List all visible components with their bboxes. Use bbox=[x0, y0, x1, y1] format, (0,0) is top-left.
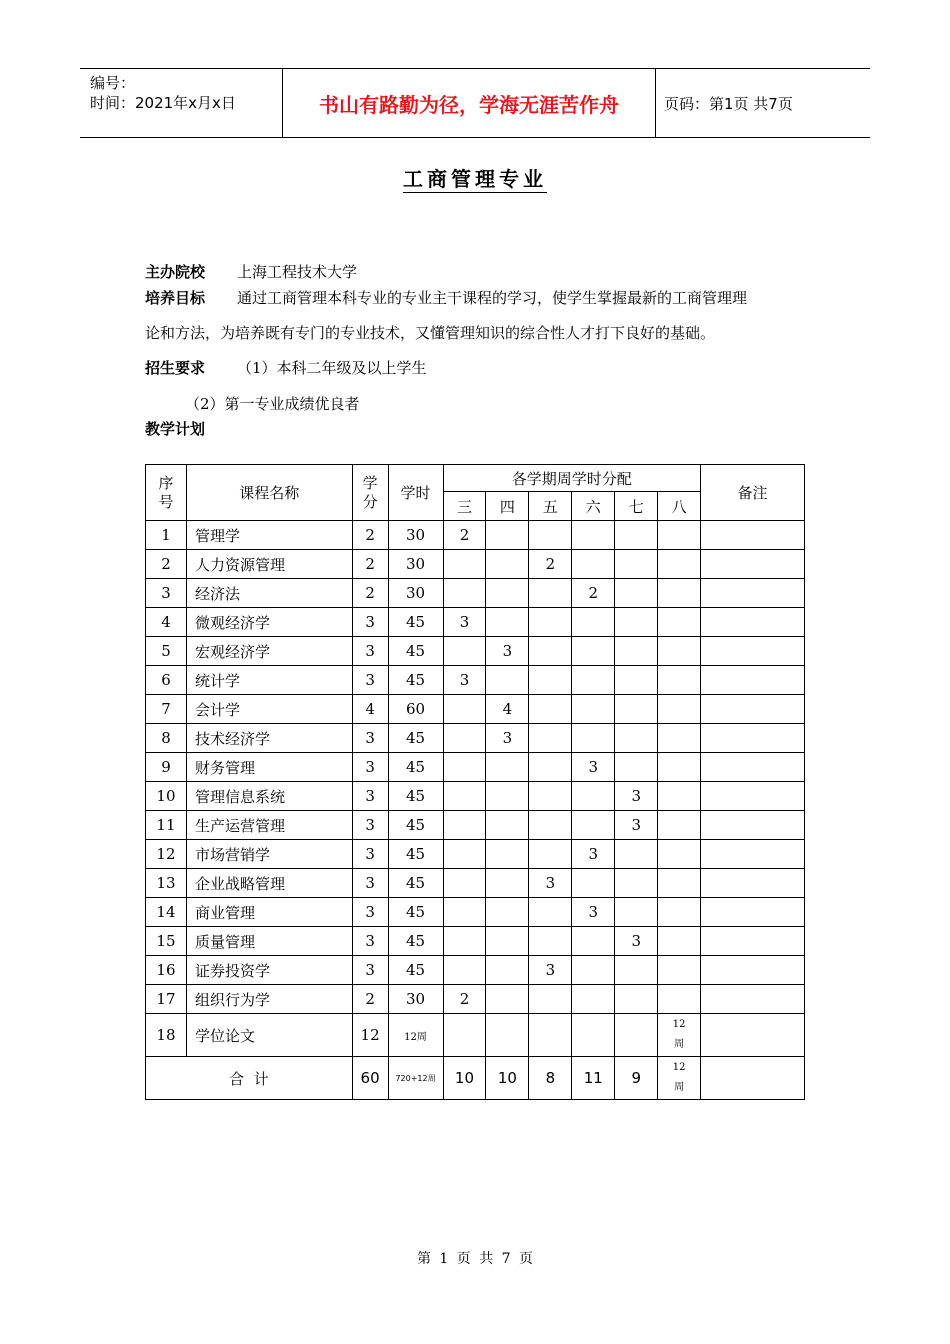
cell-hours: 45 bbox=[388, 956, 443, 985]
cell-credit: 3 bbox=[352, 956, 388, 985]
cell-term: 3 bbox=[529, 956, 572, 985]
table-row bbox=[146, 811, 805, 840]
cell-term bbox=[615, 666, 658, 695]
cell-term bbox=[615, 550, 658, 579]
total-term: 8 bbox=[529, 1057, 572, 1100]
cell-term bbox=[658, 724, 701, 753]
cell-term bbox=[658, 782, 701, 811]
cell-note bbox=[701, 724, 805, 753]
total-term: 10 bbox=[443, 1057, 486, 1100]
requirement-2: （2）第一专业成绩优良者 bbox=[185, 395, 360, 413]
cell-term bbox=[486, 608, 529, 637]
cell-no: 2 bbox=[146, 550, 187, 579]
cell-course: 学位论文 bbox=[186, 1014, 352, 1057]
cell-term bbox=[486, 956, 529, 985]
total-term: 12 周 bbox=[658, 1057, 701, 1100]
cell-no: 8 bbox=[146, 724, 187, 753]
cell-term bbox=[486, 753, 529, 782]
cell-no: 17 bbox=[146, 985, 187, 1014]
cell-term bbox=[572, 666, 615, 695]
cell-hours: 45 bbox=[388, 927, 443, 956]
cell-term: 3 bbox=[529, 869, 572, 898]
table-row bbox=[146, 637, 805, 666]
cell-credit: 2 bbox=[352, 985, 388, 1014]
cell-no: 9 bbox=[146, 753, 187, 782]
cell-hours: 45 bbox=[388, 724, 443, 753]
total-note bbox=[701, 1057, 805, 1100]
table-row bbox=[146, 695, 805, 724]
cell-term: 3 bbox=[486, 724, 529, 753]
cell-note bbox=[701, 608, 805, 637]
cell-hours: 60 bbox=[388, 695, 443, 724]
header-seq: 序号 bbox=[146, 465, 187, 521]
cell-note bbox=[701, 695, 805, 724]
cell-course: 市场营销学 bbox=[186, 840, 352, 869]
cell-term bbox=[443, 637, 486, 666]
cell-term bbox=[443, 956, 486, 985]
cell-term bbox=[615, 1014, 658, 1057]
cell-term: 3 bbox=[615, 811, 658, 840]
cell-term bbox=[486, 521, 529, 550]
header-distribution: 各学期周学时分配 bbox=[443, 465, 701, 492]
cell-term bbox=[572, 811, 615, 840]
cell-no: 5 bbox=[146, 637, 187, 666]
table-row bbox=[146, 608, 805, 637]
cell-course: 组织行为学 bbox=[186, 985, 352, 1014]
cell-term: 12 周 bbox=[658, 1014, 701, 1057]
cell-term bbox=[615, 637, 658, 666]
page-header bbox=[80, 68, 870, 138]
cell-term bbox=[658, 695, 701, 724]
thesis-row bbox=[146, 1014, 805, 1057]
cell-term bbox=[572, 637, 615, 666]
cell-hours: 30 bbox=[388, 579, 443, 608]
total-hours: 720+12周 bbox=[388, 1057, 443, 1100]
cell-no: 10 bbox=[146, 782, 187, 811]
cell-credit: 3 bbox=[352, 869, 388, 898]
cell-term bbox=[615, 608, 658, 637]
cell-term: 2 bbox=[572, 579, 615, 608]
cell-term: 3 bbox=[443, 666, 486, 695]
cell-term bbox=[529, 608, 572, 637]
cell-term bbox=[443, 550, 486, 579]
table-row bbox=[146, 898, 805, 927]
cell-term bbox=[486, 840, 529, 869]
cell-term bbox=[529, 695, 572, 724]
cell-credit: 3 bbox=[352, 782, 388, 811]
cell-term bbox=[615, 985, 658, 1014]
cell-note bbox=[701, 985, 805, 1014]
cell-note bbox=[701, 521, 805, 550]
cell-term bbox=[443, 695, 486, 724]
cell-hours: 30 bbox=[388, 985, 443, 1014]
cell-no: 12 bbox=[146, 840, 187, 869]
cell-term: 2 bbox=[443, 985, 486, 1014]
cell-credit: 12 bbox=[352, 1014, 388, 1057]
total-credit: 60 bbox=[352, 1057, 388, 1100]
cell-term: 3 bbox=[443, 608, 486, 637]
total-term: 11 bbox=[572, 1057, 615, 1100]
cell-credit: 2 bbox=[352, 550, 388, 579]
cell-term bbox=[658, 927, 701, 956]
cell-term bbox=[443, 898, 486, 927]
requirement-label: 招生要求 bbox=[145, 359, 206, 377]
cell-no: 1 bbox=[146, 521, 187, 550]
cell-term bbox=[572, 782, 615, 811]
table-row bbox=[146, 985, 805, 1014]
cell-note bbox=[701, 1014, 805, 1057]
cell-term bbox=[529, 811, 572, 840]
cell-term bbox=[658, 666, 701, 695]
requirement-1: （1）本科二年级及以上学生 bbox=[237, 359, 427, 377]
cell-term bbox=[529, 579, 572, 608]
header-divider bbox=[655, 69, 656, 137]
cell-course: 人力资源管理 bbox=[186, 550, 352, 579]
cell-credit: 3 bbox=[352, 840, 388, 869]
table-row bbox=[146, 956, 805, 985]
cell-note bbox=[701, 550, 805, 579]
cell-course: 宏观经济学 bbox=[186, 637, 352, 666]
cell-term bbox=[443, 840, 486, 869]
cell-term bbox=[443, 753, 486, 782]
goal-label: 培养目标 bbox=[145, 289, 206, 307]
cell-term bbox=[443, 579, 486, 608]
cell-term bbox=[443, 869, 486, 898]
cell-hours: 30 bbox=[388, 521, 443, 550]
cell-hours: 45 bbox=[388, 753, 443, 782]
goal-text-1: 通过工商管理本科专业的专业主干课程的学习，使学生掌握最新的工商管理理 bbox=[237, 289, 748, 307]
goal-line-2: 论和方法，为培养既有专门的专业技术，又懂管理知识的综合性人才打下良好的基础。 bbox=[145, 324, 716, 342]
cell-term bbox=[658, 956, 701, 985]
cell-term bbox=[658, 811, 701, 840]
cell-course: 管理信息系统 bbox=[186, 782, 352, 811]
cell-term: 3 bbox=[486, 637, 529, 666]
cell-credit: 3 bbox=[352, 608, 388, 637]
cell-course: 会计学 bbox=[186, 695, 352, 724]
cell-hours: 45 bbox=[388, 608, 443, 637]
cell-course: 证券投资学 bbox=[186, 956, 352, 985]
table-row bbox=[146, 550, 805, 579]
requirement-line bbox=[145, 357, 427, 378]
page-title: 工商管理专业 bbox=[403, 167, 547, 191]
table-row bbox=[146, 869, 805, 898]
cell-credit: 3 bbox=[352, 637, 388, 666]
cell-term bbox=[658, 869, 701, 898]
cell-term: 2 bbox=[443, 521, 486, 550]
cell-term bbox=[615, 898, 658, 927]
cell-term bbox=[572, 1014, 615, 1057]
cell-hours: 12周 bbox=[388, 1014, 443, 1057]
cell-term bbox=[529, 666, 572, 695]
total-term: 10 bbox=[486, 1057, 529, 1100]
cell-credit: 3 bbox=[352, 753, 388, 782]
cell-course: 质量管理 bbox=[186, 927, 352, 956]
cell-credit: 3 bbox=[352, 724, 388, 753]
cell-course: 商业管理 bbox=[186, 898, 352, 927]
cell-term bbox=[615, 869, 658, 898]
cell-term bbox=[572, 550, 615, 579]
cell-term bbox=[658, 898, 701, 927]
cell-no: 3 bbox=[146, 579, 187, 608]
header-page: 页码：第1页 共7页 bbox=[664, 94, 793, 113]
cell-term bbox=[486, 811, 529, 840]
cell-term: 4 bbox=[486, 695, 529, 724]
cell-note bbox=[701, 869, 805, 898]
cell-hours: 45 bbox=[388, 898, 443, 927]
cell-note bbox=[701, 637, 805, 666]
table-row bbox=[146, 579, 805, 608]
cell-term bbox=[572, 985, 615, 1014]
term-header: 八 bbox=[658, 492, 701, 521]
cell-term bbox=[658, 550, 701, 579]
cell-term bbox=[572, 927, 615, 956]
cell-course: 财务管理 bbox=[186, 753, 352, 782]
cell-term bbox=[658, 521, 701, 550]
cell-no: 15 bbox=[146, 927, 187, 956]
cell-term bbox=[486, 550, 529, 579]
cell-credit: 4 bbox=[352, 695, 388, 724]
term-header: 四 bbox=[486, 492, 529, 521]
cell-term bbox=[572, 521, 615, 550]
cell-hours: 45 bbox=[388, 782, 443, 811]
cell-term bbox=[443, 724, 486, 753]
cell-term bbox=[443, 1014, 486, 1057]
cell-credit: 3 bbox=[352, 811, 388, 840]
cell-note bbox=[701, 811, 805, 840]
cell-term bbox=[529, 898, 572, 927]
cell-term bbox=[572, 724, 615, 753]
cell-term bbox=[529, 724, 572, 753]
cell-term bbox=[486, 666, 529, 695]
cell-term: 3 bbox=[572, 840, 615, 869]
cell-note bbox=[701, 927, 805, 956]
cell-term bbox=[615, 724, 658, 753]
cell-term bbox=[529, 985, 572, 1014]
cell-term bbox=[486, 782, 529, 811]
cell-term: 3 bbox=[615, 927, 658, 956]
cell-term: 3 bbox=[615, 782, 658, 811]
table-row bbox=[146, 753, 805, 782]
cell-note bbox=[701, 753, 805, 782]
table-row bbox=[146, 724, 805, 753]
cell-course: 经济法 bbox=[186, 579, 352, 608]
header-code: 编号： bbox=[90, 74, 136, 92]
cell-note bbox=[701, 666, 805, 695]
cell-term bbox=[486, 1014, 529, 1057]
school-value: 上海工程技术大学 bbox=[237, 263, 358, 281]
cell-term bbox=[572, 695, 615, 724]
cell-hours: 45 bbox=[388, 811, 443, 840]
cell-hours: 45 bbox=[388, 666, 443, 695]
cell-term bbox=[658, 840, 701, 869]
table-row bbox=[146, 927, 805, 956]
cell-credit: 3 bbox=[352, 898, 388, 927]
cell-hours: 45 bbox=[388, 840, 443, 869]
cell-term: 3 bbox=[572, 753, 615, 782]
cell-term bbox=[486, 579, 529, 608]
cell-term bbox=[572, 869, 615, 898]
header-motto: 书山有路勤为径，学海无涯苦作舟 bbox=[319, 92, 619, 117]
cell-term bbox=[529, 782, 572, 811]
cell-term bbox=[615, 695, 658, 724]
term-header: 五 bbox=[529, 492, 572, 521]
cell-term bbox=[486, 898, 529, 927]
table-row bbox=[146, 840, 805, 869]
cell-credit: 2 bbox=[352, 579, 388, 608]
cell-term bbox=[529, 1014, 572, 1057]
cell-term: 2 bbox=[529, 550, 572, 579]
teaching-plan-table bbox=[145, 464, 805, 1100]
cell-term bbox=[529, 927, 572, 956]
cell-term bbox=[529, 637, 572, 666]
cell-no: 11 bbox=[146, 811, 187, 840]
cell-credit: 3 bbox=[352, 666, 388, 695]
cell-no: 14 bbox=[146, 898, 187, 927]
table-row bbox=[146, 782, 805, 811]
cell-no: 18 bbox=[146, 1014, 187, 1057]
cell-term bbox=[443, 927, 486, 956]
header-date: 时间：2021年x月x日 bbox=[90, 94, 236, 112]
cell-course: 企业战略管理 bbox=[186, 869, 352, 898]
cell-course: 管理学 bbox=[186, 521, 352, 550]
cell-term bbox=[615, 753, 658, 782]
cell-term bbox=[658, 637, 701, 666]
cell-credit: 3 bbox=[352, 927, 388, 956]
cell-term bbox=[615, 956, 658, 985]
cell-term bbox=[486, 927, 529, 956]
cell-course: 统计学 bbox=[186, 666, 352, 695]
cell-term bbox=[486, 869, 529, 898]
cell-term bbox=[658, 608, 701, 637]
cell-course: 技术经济学 bbox=[186, 724, 352, 753]
cell-no: 13 bbox=[146, 869, 187, 898]
header-course: 课程名称 bbox=[186, 465, 352, 521]
school-line bbox=[145, 261, 357, 282]
cell-term: 3 bbox=[572, 898, 615, 927]
cell-term bbox=[658, 985, 701, 1014]
term-header: 三 bbox=[443, 492, 486, 521]
cell-term bbox=[615, 521, 658, 550]
cell-note bbox=[701, 898, 805, 927]
school-label: 主办院校 bbox=[145, 263, 206, 281]
term-header: 六 bbox=[572, 492, 615, 521]
cell-note bbox=[701, 579, 805, 608]
cell-hours: 45 bbox=[388, 869, 443, 898]
cell-term bbox=[443, 782, 486, 811]
total-term: 9 bbox=[615, 1057, 658, 1100]
cell-note bbox=[701, 782, 805, 811]
cell-note bbox=[701, 956, 805, 985]
header-note: 备注 bbox=[701, 465, 805, 521]
cell-course: 微观经济学 bbox=[186, 608, 352, 637]
cell-course: 生产运营管理 bbox=[186, 811, 352, 840]
cell-hours: 30 bbox=[388, 550, 443, 579]
cell-term bbox=[572, 956, 615, 985]
cell-term bbox=[615, 840, 658, 869]
cell-term bbox=[615, 579, 658, 608]
cell-no: 6 bbox=[146, 666, 187, 695]
table-row bbox=[146, 521, 805, 550]
plan-label: 教学计划 bbox=[145, 420, 206, 438]
total-row bbox=[146, 1057, 805, 1100]
header-meta bbox=[80, 69, 282, 137]
header-credit: 学分 bbox=[352, 465, 388, 521]
cell-term bbox=[572, 608, 615, 637]
table-row bbox=[146, 666, 805, 695]
cell-no: 16 bbox=[146, 956, 187, 985]
cell-note bbox=[701, 840, 805, 869]
cell-credit: 2 bbox=[352, 521, 388, 550]
goal-line-1 bbox=[145, 287, 747, 308]
cell-term bbox=[658, 579, 701, 608]
cell-term bbox=[529, 521, 572, 550]
term-header: 七 bbox=[615, 492, 658, 521]
cell-no: 7 bbox=[146, 695, 187, 724]
page-footer: 第 1 页 共 7 页 bbox=[416, 1251, 534, 1267]
cell-term bbox=[486, 985, 529, 1014]
cell-term bbox=[443, 811, 486, 840]
cell-term bbox=[658, 753, 701, 782]
cell-term bbox=[529, 840, 572, 869]
cell-no: 4 bbox=[146, 608, 187, 637]
header-hours: 学时 bbox=[388, 465, 443, 521]
cell-term bbox=[529, 753, 572, 782]
cell-hours: 45 bbox=[388, 637, 443, 666]
course-rows bbox=[146, 521, 805, 1014]
total-label: 合 计 bbox=[146, 1057, 353, 1100]
